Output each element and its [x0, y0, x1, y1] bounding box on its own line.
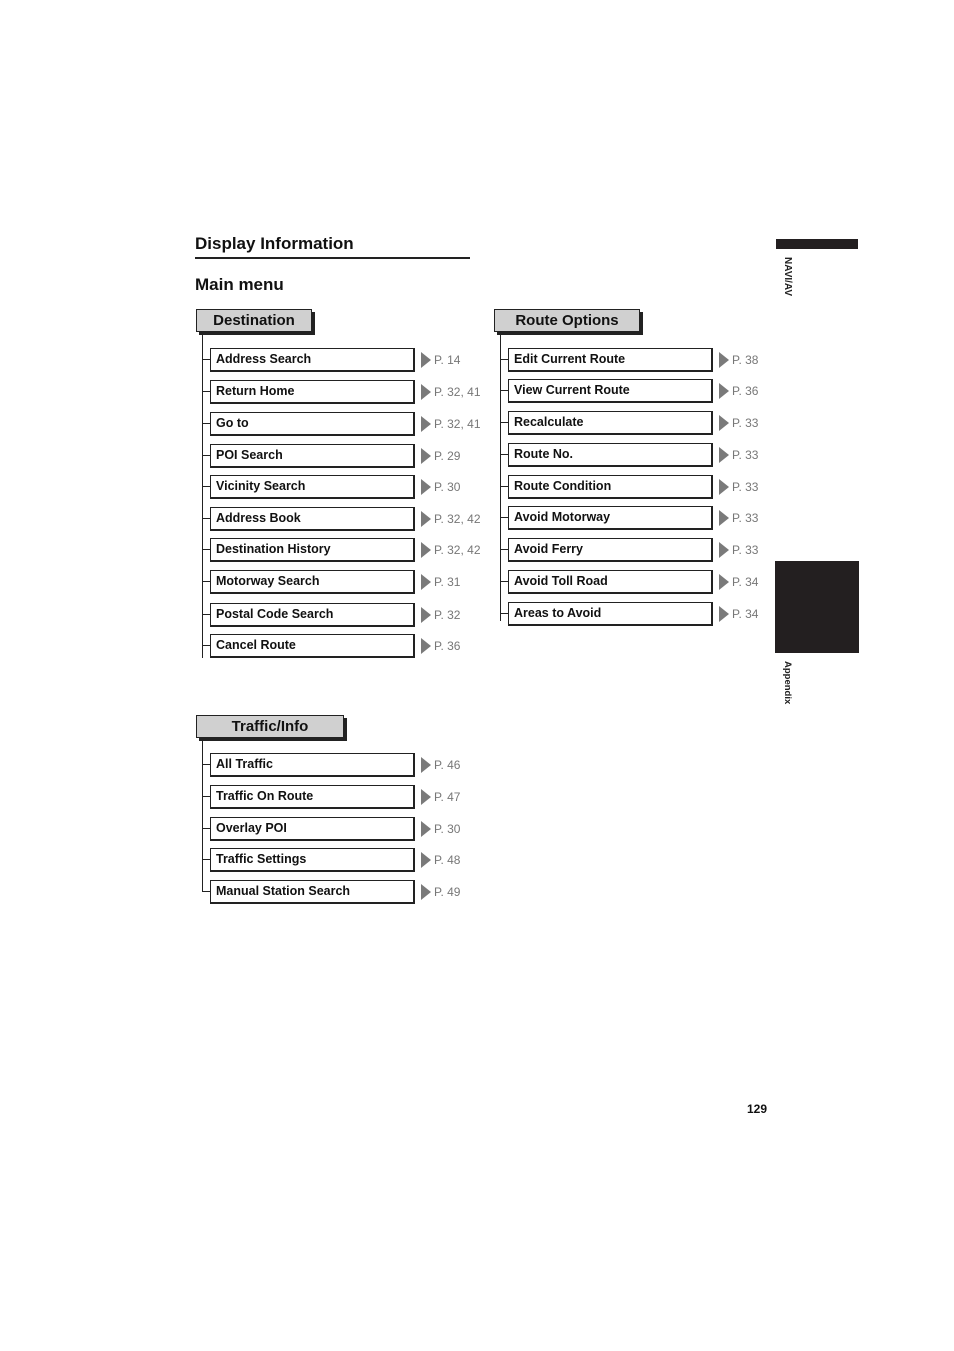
menu-item — [196, 817, 496, 841]
page-arrow-icon — [719, 574, 729, 590]
page-reference: P. 33 — [732, 480, 759, 494]
route-options-group — [494, 309, 794, 639]
side-tab-block — [775, 561, 859, 653]
menu-item-button[interactable]: POI Search — [210, 444, 415, 468]
page-arrow-icon — [719, 447, 729, 463]
tree-connector — [500, 390, 508, 391]
page-arrow-icon — [421, 574, 431, 590]
menu-item — [196, 444, 496, 468]
page-arrow-icon — [719, 510, 729, 526]
menu-item-button[interactable]: All Traffic — [210, 753, 415, 777]
page-reference: P. 33 — [732, 511, 759, 525]
page-arrow-icon — [421, 511, 431, 527]
menu-item — [196, 634, 496, 658]
menu-item-button[interactable]: Motorway Search — [210, 570, 415, 594]
page-reference: P. 32 — [434, 608, 461, 622]
tree-connector — [500, 517, 508, 518]
menu-item — [494, 411, 794, 435]
tree-connector — [202, 828, 210, 829]
page-arrow-icon — [719, 383, 729, 399]
menu-item-button[interactable]: Recalculate — [508, 411, 713, 435]
page-reference: P. 33 — [732, 416, 759, 430]
menu-item-button[interactable]: Route Condition — [508, 475, 713, 499]
tree-connector — [500, 549, 508, 550]
page-reference: P. 32, 42 — [434, 512, 481, 526]
page-reference: P. 31 — [434, 575, 461, 589]
page-arrow-icon — [421, 821, 431, 837]
menu-item — [196, 412, 496, 436]
tree-connector — [202, 391, 210, 392]
sub-title: Main menu — [195, 275, 284, 294]
tree-connector — [500, 613, 508, 614]
menu-item-button[interactable]: Postal Code Search — [210, 603, 415, 627]
traffic-info-header: Traffic/Info — [196, 715, 344, 738]
page-reference: P. 32, 41 — [434, 385, 481, 399]
page-reference: P. 48 — [434, 853, 461, 867]
menu-item — [196, 380, 496, 404]
menu-item — [494, 379, 794, 403]
page-arrow-icon — [421, 352, 431, 368]
page-arrow-icon — [421, 757, 431, 773]
page-reference: P. 34 — [732, 575, 759, 589]
page-arrow-icon — [719, 415, 729, 431]
menu-item — [196, 753, 496, 777]
tree-connector — [202, 614, 210, 615]
page-arrow-icon — [421, 384, 431, 400]
route-options-header: Route Options — [494, 309, 640, 332]
page-arrow-icon — [421, 852, 431, 868]
tree-connector — [202, 764, 210, 765]
page-reference: P. 38 — [732, 353, 759, 367]
menu-item-button[interactable]: View Current Route — [508, 379, 713, 403]
page-reference: P. 33 — [732, 448, 759, 462]
tree-connector — [202, 423, 210, 424]
page-reference: P. 49 — [434, 885, 461, 899]
page-reference: P. 30 — [434, 822, 461, 836]
tree-connector — [202, 796, 210, 797]
menu-item-button[interactable]: Go to — [210, 412, 415, 436]
page-reference: P. 29 — [434, 449, 461, 463]
page-reference: P. 33 — [732, 543, 759, 557]
page-arrow-icon — [421, 479, 431, 495]
menu-item — [494, 443, 794, 467]
page-reference: P. 32, 41 — [434, 417, 481, 431]
section-title-underline — [195, 257, 470, 259]
menu-item-button[interactable]: Manual Station Search — [210, 880, 415, 904]
menu-item-button[interactable]: Route No. — [508, 443, 713, 467]
page-reference: P. 36 — [732, 384, 759, 398]
page-arrow-icon — [719, 542, 729, 558]
menu-item-button[interactable]: Avoid Motorway — [508, 506, 713, 530]
destination-group — [196, 309, 496, 669]
menu-item — [196, 507, 496, 531]
page-arrow-icon — [421, 542, 431, 558]
tree-connector — [202, 359, 210, 360]
page-reference: P. 14 — [434, 353, 461, 367]
side-tab-navi-av: NAVI/AV — [782, 257, 793, 297]
page-arrow-icon — [421, 607, 431, 623]
menu-item-button[interactable]: Address Book — [210, 507, 415, 531]
tree-connector — [202, 645, 210, 646]
menu-item — [494, 348, 794, 372]
menu-item — [196, 603, 496, 627]
menu-item-button[interactable]: Overlay POI — [210, 817, 415, 841]
tree-connector — [500, 359, 508, 360]
menu-item — [494, 506, 794, 530]
page-arrow-icon — [719, 352, 729, 368]
menu-item-button[interactable]: Avoid Ferry — [508, 538, 713, 562]
traffic-info-group — [196, 715, 496, 915]
page-arrow-icon — [719, 479, 729, 495]
menu-item — [196, 538, 496, 562]
menu-item — [494, 602, 794, 626]
tree-connector — [500, 486, 508, 487]
tree-connector — [202, 549, 210, 550]
tree-connector — [202, 859, 210, 860]
tree-connector — [500, 581, 508, 582]
menu-item-button[interactable]: Avoid Toll Road — [508, 570, 713, 594]
menu-item-button[interactable]: Areas to Avoid — [508, 602, 713, 626]
menu-item-button[interactable]: Vicinity Search — [210, 475, 415, 499]
menu-item-button[interactable]: Traffic Settings — [210, 848, 415, 872]
tree-connector — [500, 454, 508, 455]
page-arrow-icon — [719, 606, 729, 622]
menu-item-button[interactable]: Cancel Route — [210, 634, 415, 658]
menu-item-button[interactable]: Destination History — [210, 538, 415, 562]
page-number: 129 — [747, 1102, 768, 1116]
menu-item — [494, 538, 794, 562]
menu-item-button[interactable]: Return Home — [210, 380, 415, 404]
tree-connector — [202, 455, 210, 456]
page-arrow-icon — [421, 416, 431, 432]
menu-item — [196, 880, 496, 904]
menu-item — [196, 348, 496, 372]
menu-item — [494, 475, 794, 499]
menu-item — [494, 570, 794, 594]
page-arrow-icon — [421, 638, 431, 654]
side-tab-appendix: Appendix — [782, 661, 793, 705]
menu-item-button[interactable]: Address Search — [210, 348, 415, 372]
page-arrow-icon — [421, 448, 431, 464]
menu-item — [196, 475, 496, 499]
page-reference: P. 32, 42 — [434, 543, 481, 557]
tree-connector — [202, 518, 210, 519]
section-title: Display Information — [195, 234, 354, 253]
menu-item — [196, 570, 496, 594]
page-arrow-icon — [421, 884, 431, 900]
menu-item-button[interactable]: Edit Current Route — [508, 348, 713, 372]
menu-item — [196, 848, 496, 872]
tree-connector — [202, 891, 210, 892]
tree-connector — [500, 422, 508, 423]
page-reference: P. 47 — [434, 790, 461, 804]
page-arrow-icon — [421, 789, 431, 805]
tree-connector — [202, 581, 210, 582]
destination-header: Destination — [196, 309, 312, 332]
side-tab-bar — [776, 239, 858, 249]
tree-connector — [202, 486, 210, 487]
page-reference: P. 30 — [434, 480, 461, 494]
page-reference: P. 46 — [434, 758, 461, 772]
page-reference: P. 36 — [434, 639, 461, 653]
page-reference: P. 34 — [732, 607, 759, 621]
menu-item — [196, 785, 496, 809]
menu-item-button[interactable]: Traffic On Route — [210, 785, 415, 809]
